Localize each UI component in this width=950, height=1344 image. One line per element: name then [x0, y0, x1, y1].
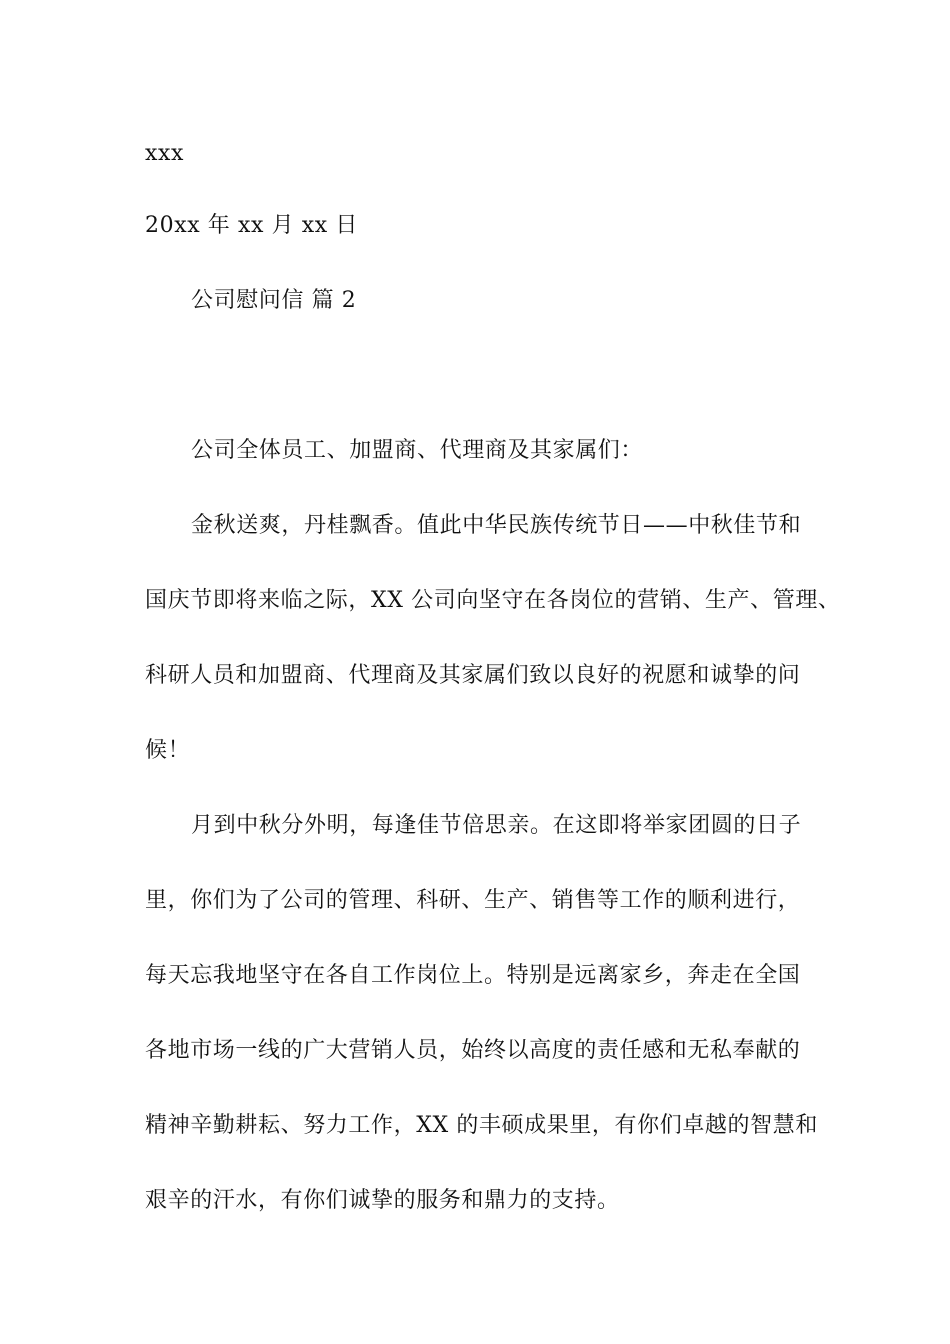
paragraph-line: 候！ [145, 738, 191, 763]
paragraph-line: 每天忘我地坚守在各自工作岗位上。特别是远离家乡，奔走在全国 [145, 963, 801, 988]
date: 20xx 年 xx 月 xx 日 [145, 213, 359, 238]
paragraph-line: 科研人员和加盟商、代理商及其家属们致以良好的祝愿和诚挚的问 [145, 663, 801, 688]
paragraph-line: 里，你们为了公司的管理、科研、生产、销售等工作的顺利进行， [145, 888, 801, 913]
signature: xxx [145, 141, 185, 166]
paragraph-line: 金秋送爽，丹桂飘香。值此中华民族传统节日——中秋佳节和 [191, 513, 802, 538]
section-title: 公司慰问信 篇 2 [191, 288, 357, 313]
paragraph-line: 各地市场一线的广大营销人员，始终以高度的责任感和无私奉献的 [145, 1038, 801, 1063]
paragraph-line: 国庆节即将来临之际，XX 公司向坚守在各岗位的营销、生产、管理、 [145, 588, 841, 613]
paragraph-line: 月到中秋分外明，每逢佳节倍思亲。在这即将举家团圆的日子 [191, 813, 802, 838]
salutation: 公司全体员工、加盟商、代理商及其家属们： [191, 438, 644, 463]
paragraph-line: 艰辛的汗水，有你们诚挚的服务和鼎力的支持。 [145, 1188, 620, 1213]
paragraph-line: 精神辛勤耕耘、努力工作，XX 的丰硕成果里，有你们卓越的智慧和 [145, 1113, 818, 1138]
